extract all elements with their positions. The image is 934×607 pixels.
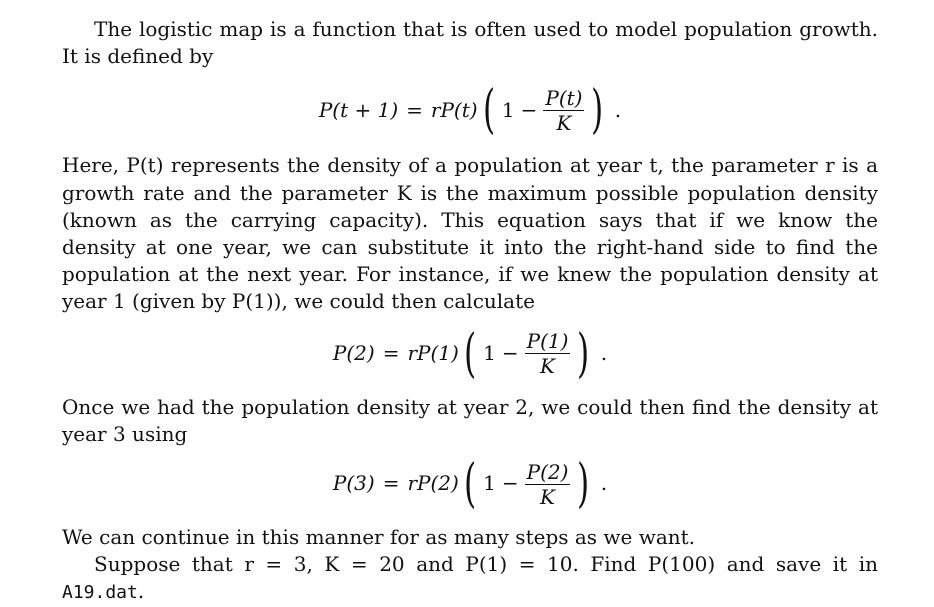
equals-sign: = xyxy=(406,97,423,122)
equation-lhs: P(3) xyxy=(332,471,375,496)
equation-period: . xyxy=(600,341,608,366)
paragraph-explanation: Here, P(t) represents the density of a population at year t, the parameter r is a growth rate and the parameter K is the maximum possible population density (known as the carrying capacity). This equation says that if we know the density at one year, we can substitute it into the right-hand side to find the population at the next year. For instance, if we knew the population density at year 1 (given by P(1)), we could then calculate xyxy=(62,153,878,314)
output-filename: A19.dat xyxy=(62,582,138,604)
equals-sign: = xyxy=(382,341,400,366)
document-body xyxy=(62,16,878,607)
minus-sign: − xyxy=(501,471,519,496)
equation-coefficient: rP(1) xyxy=(407,341,459,366)
right-paren: ) xyxy=(577,323,590,384)
left-paren: ( xyxy=(482,80,495,141)
fraction-denominator: K xyxy=(540,354,555,379)
equation-coefficient: rP(t) xyxy=(430,97,478,122)
equation-line xyxy=(332,454,608,515)
fraction-numerator: P(2) xyxy=(526,459,569,484)
paragraph-continue: We can continue in this manner for as many steps as we want. xyxy=(62,525,696,550)
task-text: Suppose that r = 3, K = 20 and P(1) = 10. Find P(100) and save it in xyxy=(94,552,878,577)
equation-logistic-map xyxy=(62,72,878,148)
fraction xyxy=(525,461,571,508)
equation-lhs: P(2) xyxy=(332,341,375,366)
equation-line xyxy=(318,80,622,141)
left-paren: ( xyxy=(463,454,477,515)
equation-lhs: P(t + 1) xyxy=(318,97,399,122)
equation-line xyxy=(332,323,608,384)
equation-period: . xyxy=(600,471,608,496)
right-paren: ) xyxy=(577,454,590,515)
paragraph-year-three: Once we had the population density at year 2, we could then find the density at year 3 using xyxy=(62,394,878,446)
fraction-denominator: K xyxy=(540,484,555,509)
left-paren: ( xyxy=(463,323,477,384)
equation-one: 1 xyxy=(483,341,496,366)
equation-p3 xyxy=(62,446,878,522)
minus-sign: − xyxy=(501,341,519,366)
equals-sign: = xyxy=(382,471,400,496)
fraction-numerator: P(t) xyxy=(545,85,583,110)
fraction-denominator: K xyxy=(556,110,572,135)
equation-p2 xyxy=(62,316,878,392)
fraction xyxy=(543,87,584,134)
minus-sign: − xyxy=(520,97,538,122)
paragraph-intro: The logistic map is a function that is often used to model population growth. It is defined by xyxy=(62,17,878,69)
fraction xyxy=(525,330,571,377)
equation-one: 1 xyxy=(501,97,515,122)
paragraph-task xyxy=(62,551,878,606)
equation-one: 1 xyxy=(483,471,496,496)
task-end: . xyxy=(137,579,145,604)
right-paren: ) xyxy=(591,80,604,141)
fraction-numerator: P(1) xyxy=(526,329,569,354)
equation-coefficient: rP(2) xyxy=(407,471,459,496)
equation-period: . xyxy=(614,97,622,122)
